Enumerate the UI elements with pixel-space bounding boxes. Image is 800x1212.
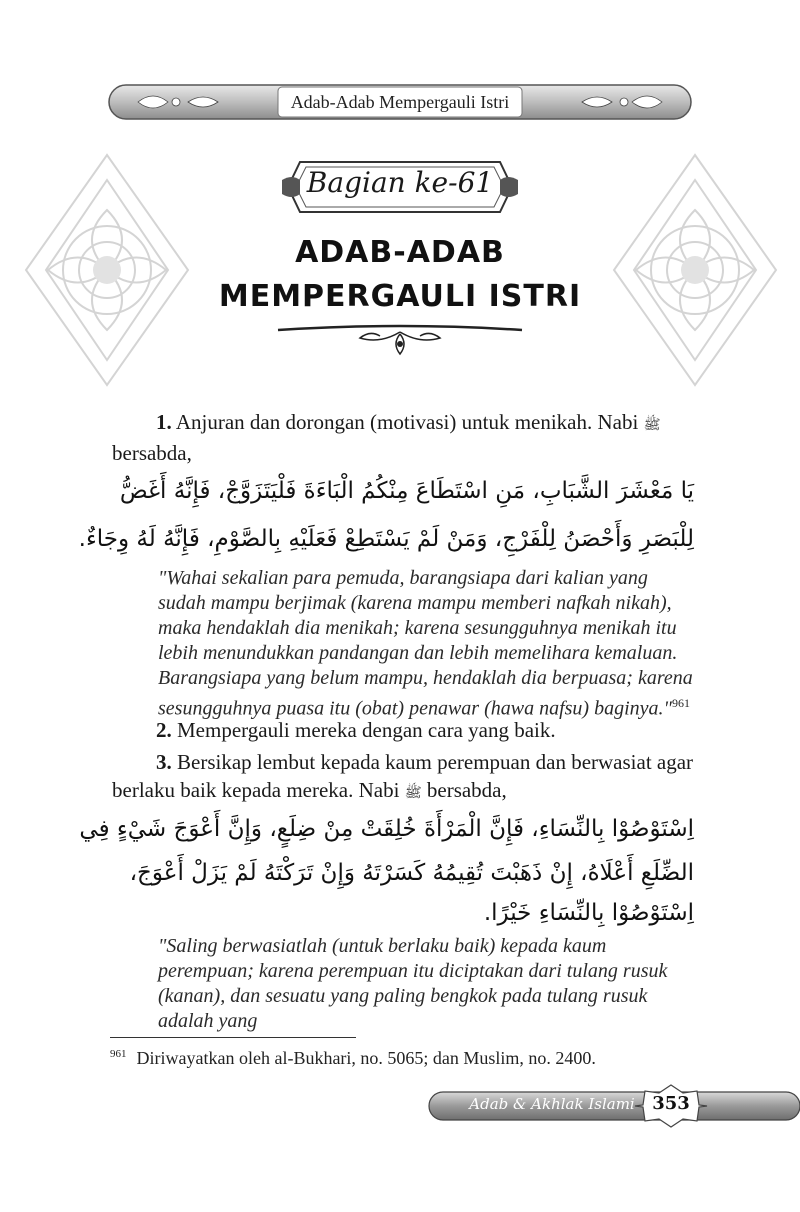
footnote-number: 961 (110, 1048, 127, 1060)
translation-text: "Wahai sekalian para pemuda, barangsiapa dari kalian yang sudah mampu berjimak (karena mampu memberi nafkah nikah), maka hendaklah dia menikah; karena sesungguhnya menikah itu lebih menundukkan pandangan dan lebih memelihara kemaluan. Barangsiapa yang belum mampu, hendaklah dia berpuasa; karena sesungguhnya puasa itu (obat) penawar (hawa nafsu) baginya." (158, 567, 693, 720)
salla-glyph: ﷺ (643, 417, 661, 433)
item-number: 3. (156, 750, 172, 774)
item-text: Mempergauli mereka dengan cara yang baik. (177, 718, 556, 742)
arabic-line: لِلْبَصَرِ وَأَحْصَنُ لِلْفَرْجِ، وَمَنْ لَمْ يَسْتَطِعْ فَعَلَيْهِ بِالصَّوْمِ، فَإِنَّهُ لَهُ وِجَاءٌ. (78, 526, 694, 552)
hadith-translation (158, 934, 694, 1034)
page-footer (425, 1083, 800, 1129)
item-text: bersabda, (112, 441, 192, 465)
running-header-title: Adab-Adab Mempergauli Istri (290, 92, 510, 112)
footnote (110, 1048, 700, 1069)
item-text: Bersikap lembut kepada kaum perempuan dan berwasiat agar berlaku baik kepada mereka. Nabi (112, 750, 694, 802)
footnote-text: Diriwayatkan oleh al-Bukhari, no. 5065; dan Muslim, no. 2400. (136, 1048, 596, 1068)
footnote-divider (110, 1037, 356, 1038)
item-text: Anjuran dan dorongan (motivasi) untuk menikah. Nabi (175, 410, 639, 434)
item-text: bersabda, (426, 778, 507, 802)
page-number: 353 (652, 1093, 690, 1114)
title-divider-icon (276, 322, 524, 358)
translation-text: "Saling berwasiatlah (untuk berlaku baik) kepada kaum perempuan; karena perempuan itu diciptakan dari tulang rusuk (kanan), dan sesuatu yang paling bengkok pada tulang rusuk adalah yang (158, 935, 668, 1032)
arabic-line: اِسْتَوْصُوْا بِالنِّسَاءِ خَيْرًا. (483, 900, 694, 926)
chapter-title-line1: ADAB-ADAB (295, 235, 505, 270)
chapter-title-line2: MEMPERGAULI ISTRI (218, 279, 582, 314)
list-item (112, 408, 694, 467)
running-header (108, 84, 692, 120)
arabic-line: يَا مَعْشَرَ الشَّبَابِ، مَنِ اسْتَطَاعَ مِنْكُمُ الْبَاءَةَ فَلْيَتَزَوَّجْ، فَإِنَّهُ أَغَضُّ (119, 478, 694, 504)
hadith-translation (158, 566, 694, 722)
salla-glyph: ﷺ (404, 785, 422, 801)
footer-book-title: Adab & Akhlak Islami (469, 1095, 635, 1113)
item-number: 2. (156, 718, 172, 742)
arabic-line: اِسْتَوْصُوْا بِالنِّسَاءِ، فَإِنَّ الْمَرْأَةَ خُلِقَتْ مِنْ ضِلَعٍ، وَإِنَّ أَعْوَجَ شَيْءٍ فِي (79, 816, 694, 842)
footnote-ref: 961 (671, 696, 690, 710)
section-label: Bagian ke-61 (306, 166, 494, 199)
arabic-line: الضِّلَعِ أَعْلَاهُ، إِنْ ذَهَبْتَ تُقِيمُهُ كَسَرْتَهُ وَإِنْ تَرَكْتَهُ لَمْ يَزَلْ أَعْوَجَ، (129, 860, 694, 886)
list-item (112, 748, 694, 807)
item-number: 1. (156, 410, 172, 434)
list-item (112, 716, 694, 744)
section-banner (282, 156, 518, 218)
